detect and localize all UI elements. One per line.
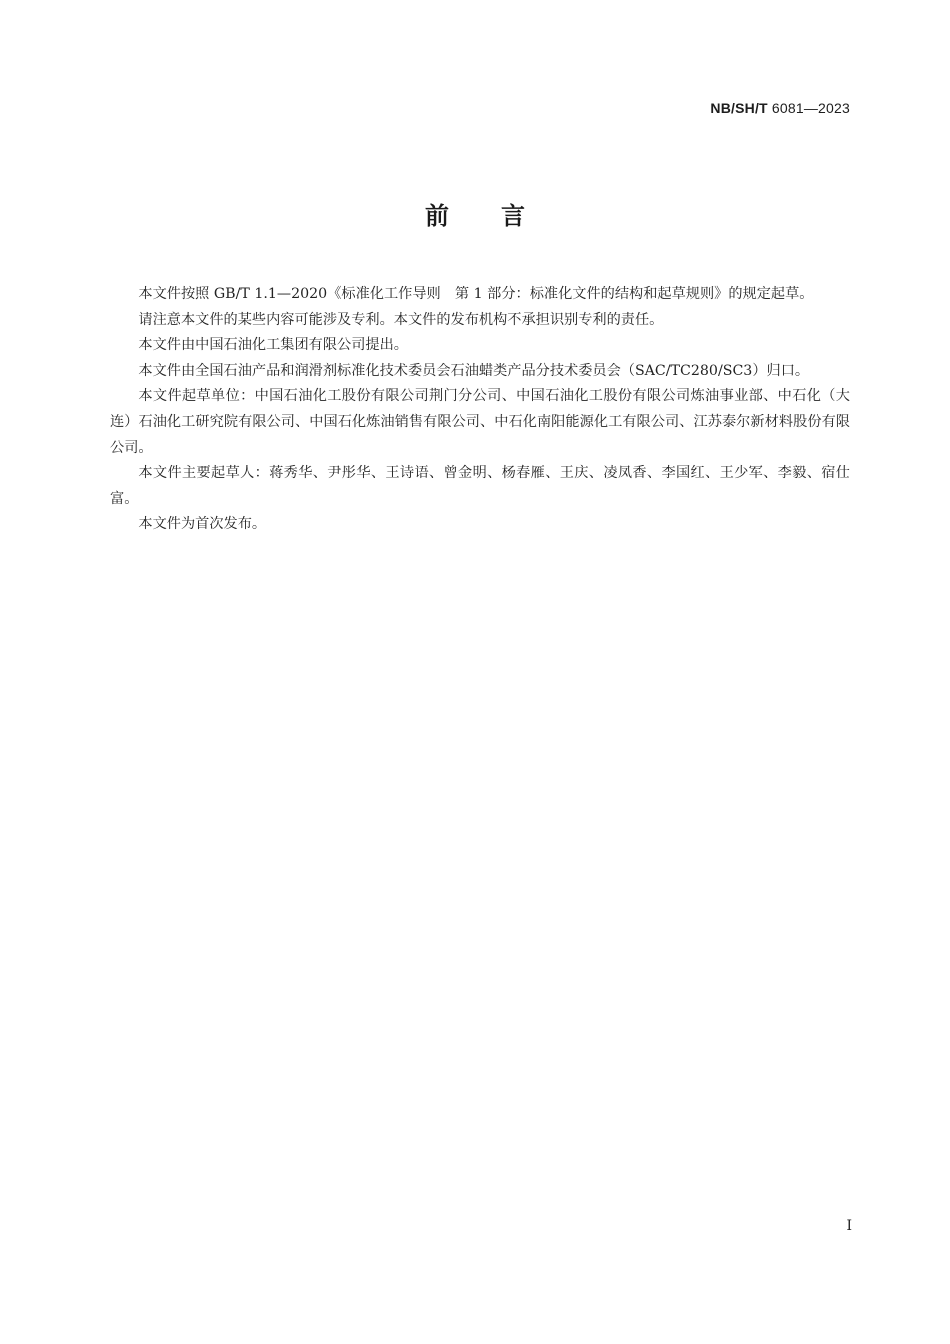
standard-number-prefix: NB/SH/T bbox=[710, 100, 768, 116]
paragraph-drafting-basis: 本文件按照 GB/T 1.1—2020《标准化工作导则 第 1 部分：标准化文件的结构和起草规则》的规定起草。 bbox=[138, 286, 814, 302]
standard-number-year: 6081—2023 bbox=[771, 100, 850, 116]
paragraph-proposer: 本文件由中国石油化工集团有限公司提出。 bbox=[138, 337, 408, 354]
paragraph-technical-committee: 本文件由全国石油产品和润滑剂标准化技术委员会石油蜡类产品分技术委员会（SAC/TC280/SC3）归口。 bbox=[138, 362, 810, 379]
paragraph-first-release: 本文件为首次发布。 bbox=[138, 516, 267, 533]
page-title: 前言 bbox=[425, 202, 577, 230]
paragraph-main-drafters: 本文件主要起草人：蒋秀华、尹彤华、王诗语、曾金明、杨春雁、王庆、凌凤香、李国红、王少军、李毅、宿仕富。 bbox=[110, 465, 850, 507]
standard-number bbox=[710, 100, 850, 116]
paragraph-drafting-units: 本文件起草单位：中国石油化工股份有限公司荆门分公司、中国石油化工股份有限公司炼油事业部、中石化（大连）石油化工研究院有限公司、中国石化炼油销售有限公司、中石化南阳能源化工有限公司、江苏泰尔新材料股份有限公司。 bbox=[110, 388, 850, 456]
paragraph-patent-notice: 请注意本文件的某些内容可能涉及专利。本文件的发布机构不承担识别专利的责任。 bbox=[138, 311, 664, 328]
page-number: I bbox=[846, 1218, 852, 1234]
foreword-body bbox=[110, 282, 850, 538]
